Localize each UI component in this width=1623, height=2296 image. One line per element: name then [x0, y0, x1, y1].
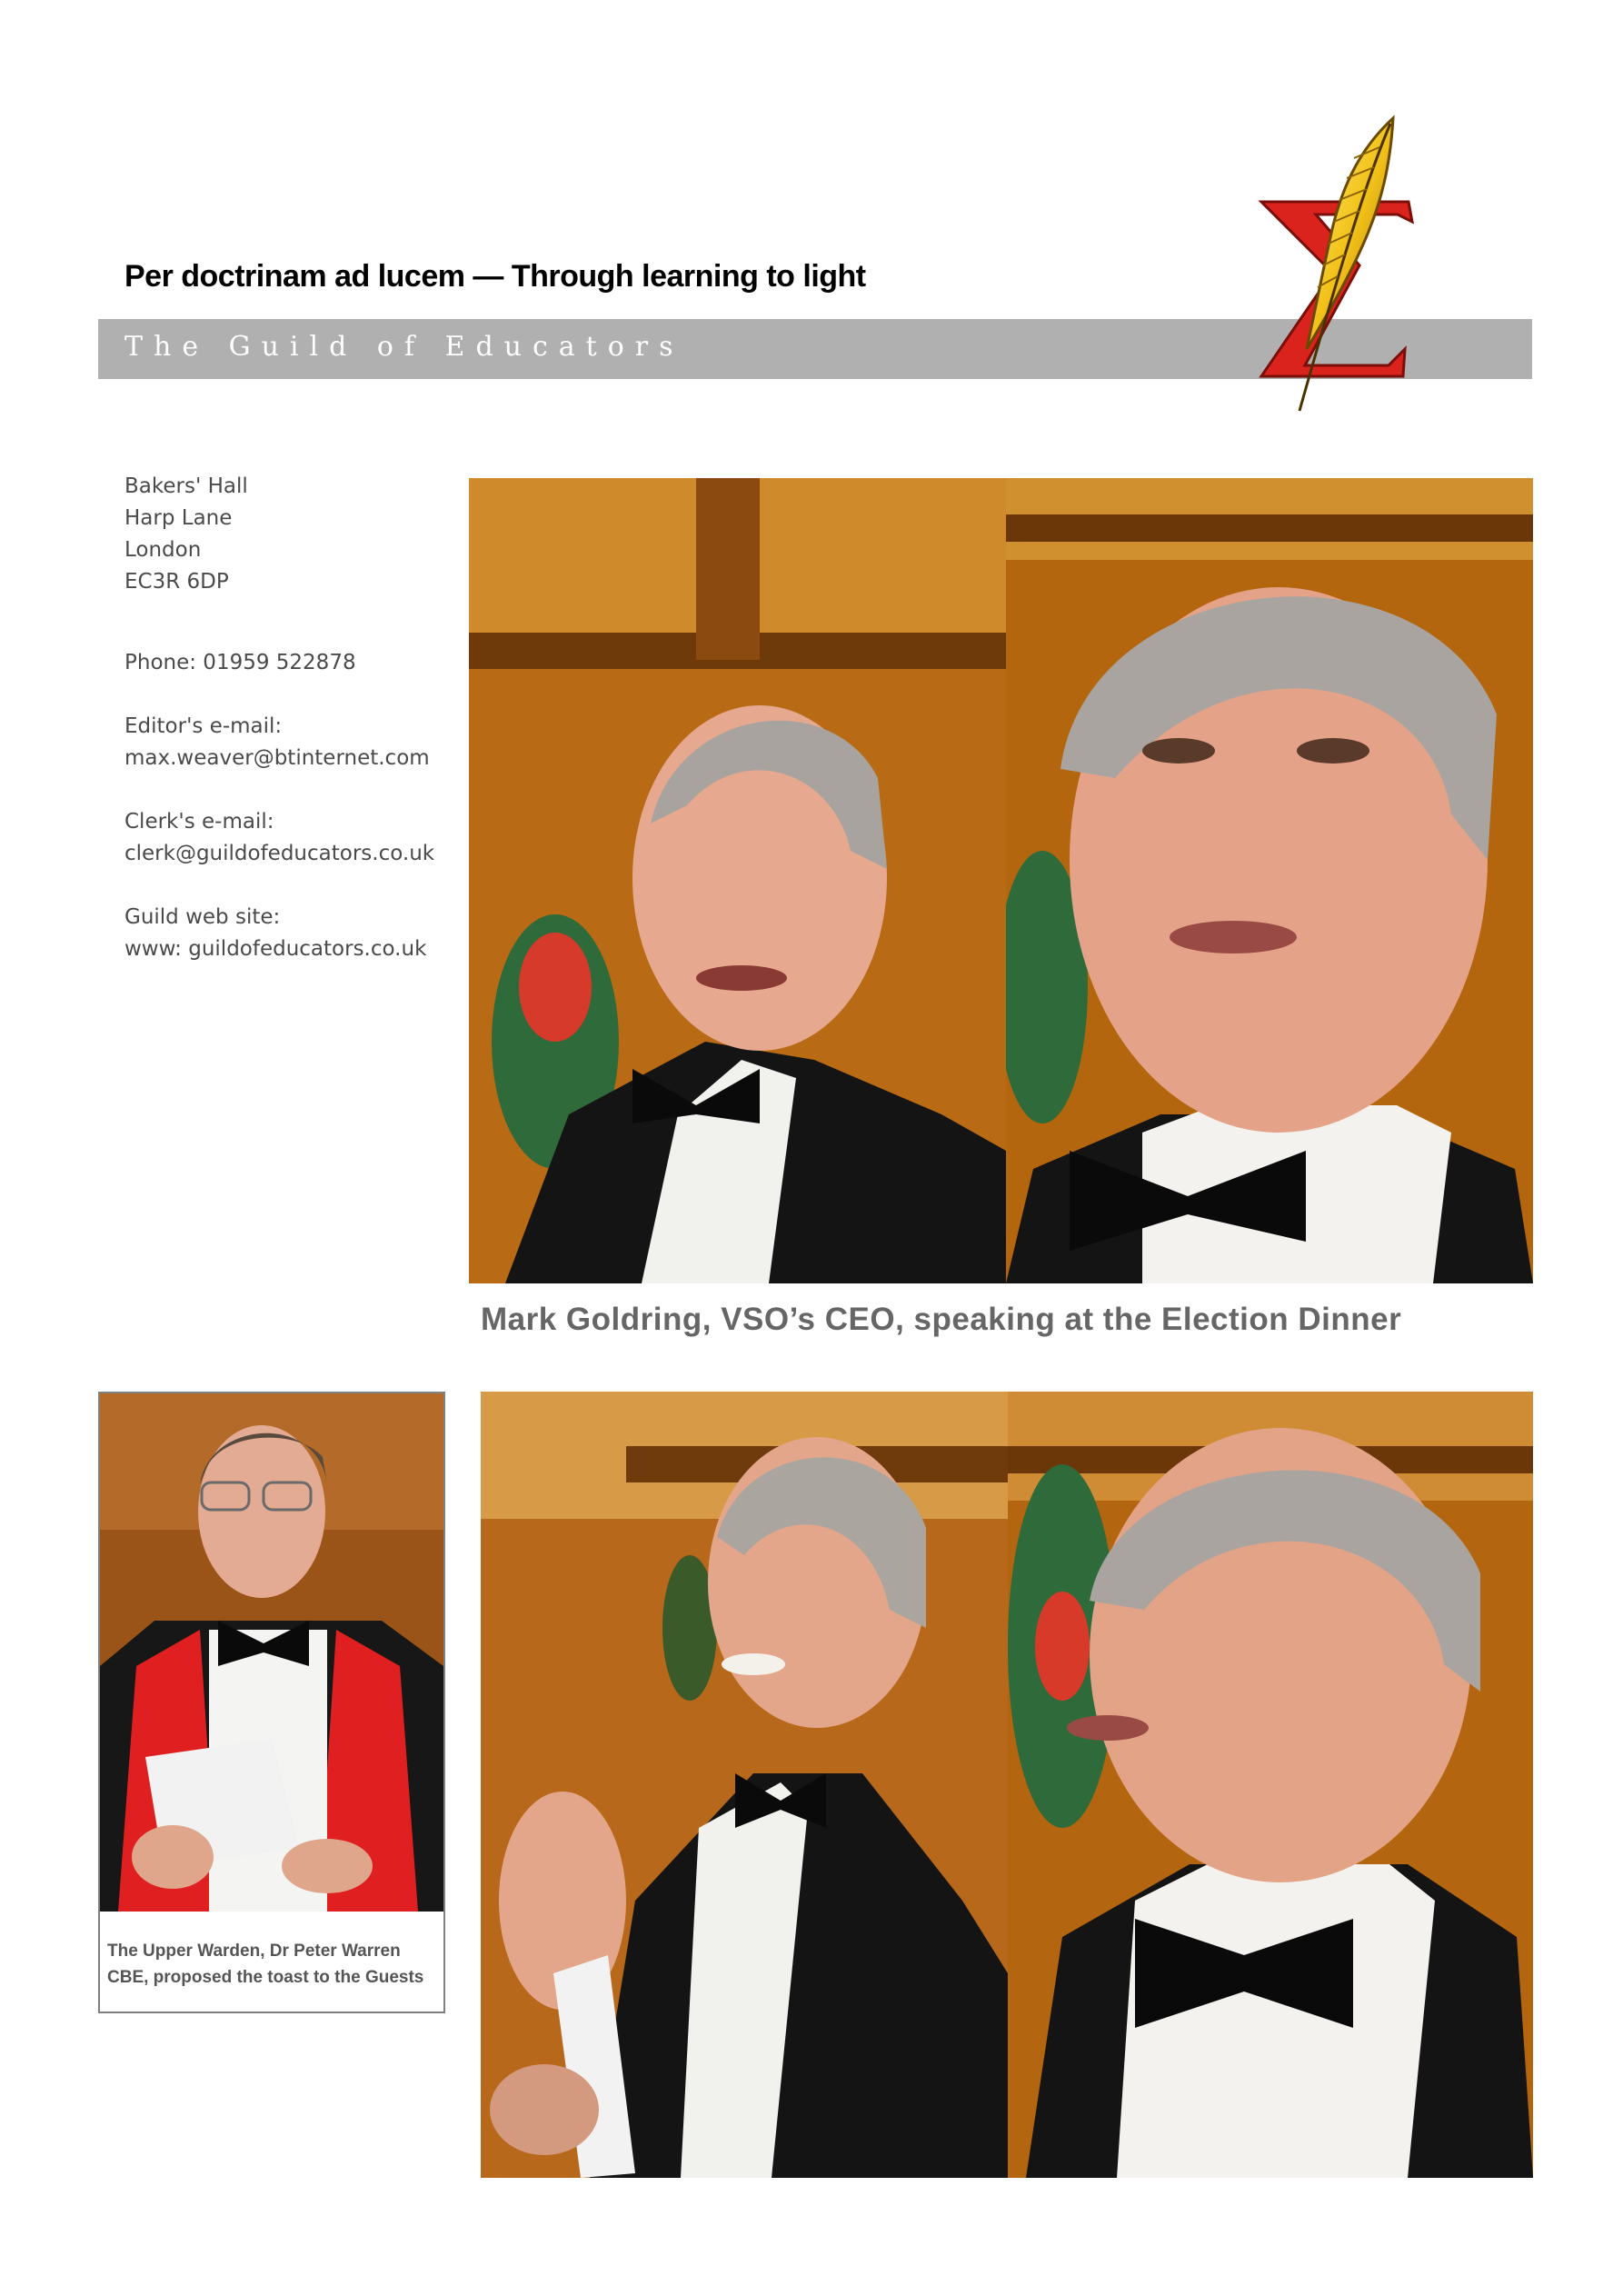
guild-name: The Guild of Educators: [124, 331, 684, 363]
motto: Per doctrinam ad lucem — Through learning to light: [124, 259, 866, 294]
quill-sigma-logo: [1252, 111, 1425, 420]
address-line: London: [124, 538, 202, 562]
phone: Phone: 01959 522878: [124, 651, 356, 674]
website-url[interactable]: www: guildofeducators.co.uk: [124, 937, 427, 961]
clerk-email[interactable]: clerk@guildofeducators.co.uk: [124, 842, 435, 865]
main-photo-caption: Mark Goldring, VSO’s CEO, speaking at the Election Dinner: [481, 1302, 1402, 1337]
speaker-photo-2: [1006, 478, 1533, 1283]
clerk-email-label: Clerk's e-mail:: [124, 810, 274, 834]
address-line: Bakers' Hall: [124, 474, 248, 498]
contact-block: [124, 471, 452, 965]
editor-email-label: Editor's e-mail:: [124, 714, 283, 738]
address-line: Harp Lane: [124, 506, 233, 530]
address-line: EC3R 6DP: [124, 570, 229, 594]
editor-email[interactable]: max.weaver@btinternet.com: [124, 746, 430, 770]
warden-caption: The Upper Warden, Dr Peter Warren CBE, proposed the toast to the Guests: [107, 1942, 424, 1987]
speaker-photo-1: [469, 478, 1006, 1283]
speaker-photo-3: [481, 1392, 1008, 2178]
speaker-photo-4: [1008, 1392, 1533, 2178]
website-label: Guild web site:: [124, 905, 281, 929]
warden-photo: [100, 1393, 443, 1912]
